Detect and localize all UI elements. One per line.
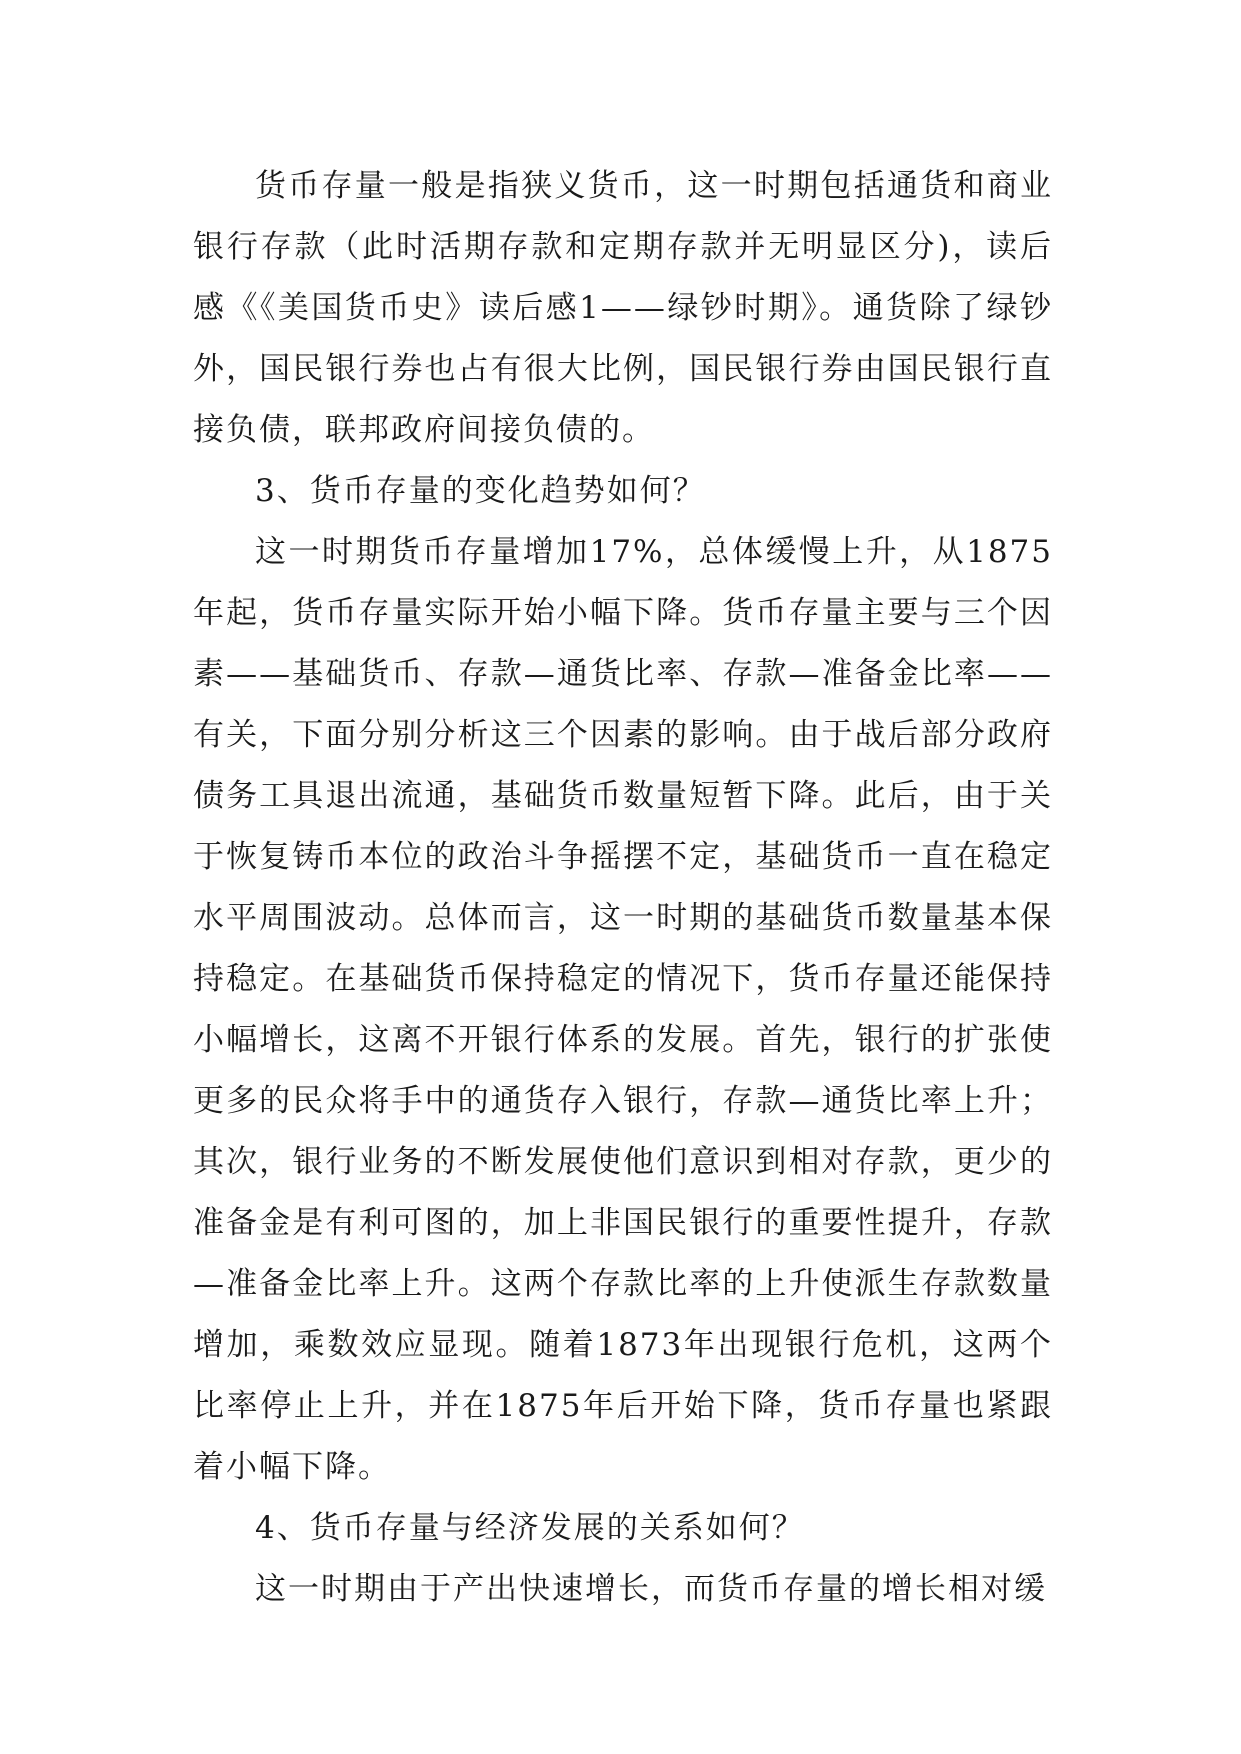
paragraph-money-stock-trend: 这一时期货币存量增加17%，总体缓慢上升，从1875年起，货币存量实际开始小幅下降。货币存量主要与三个因素——基础货币、存款—通货比率、存款—准备金比率——有关，下面分别分析这三个因素的影响。由于战后部分政府债务工具退出流通，基础货币数量短暂下降。此后，由于关于恢复铸币本位的政治斗争摇摆不定，基础货币一直在稳定水平周围波动。总体而言，这一时期的基础货币数量基本保持稳定。在基础货币保持稳定的情况下，货币存量还能保持小幅增长，这离不开银行体系的发展。首先，银行的扩张使更多的民众将手中的通货存入银行，存款—通货比率上升；其次，银行业务的不断发展使他们意识到相对存款，更少的准备金是有利可图的，加上非国民银行的重要性提升，存款—准备金比率上升。这两个存款比率的上升使派生存款数量增加，乘数效应显现。随着1873年出现银行危机，这两个比率停止上升，并在1875年后开始下降，货币存量也紧跟着小幅下降。 [193,534,1053,1485]
document-body [193,156,1053,1620]
section-heading-3: 3、货币存量的变化趋势如何？ [255,473,706,509]
paragraph-money-and-economy: 这一时期由于产出快速增长，而货币存量的增长相对缓 [255,1571,1047,1607]
paragraph-money-stock-definition: 货币存量一般是指狭义货币，这一时期包括通货和商业银行存款（此时活期存款和定期存款并无明显区分)，读后感《《美国货币史》读后感1——绿钞时期》。通货除了绿钞外，国民银行券也占有很大比例，国民银行券由国民银行直接负债，联邦政府间接负债的。 [193,168,1053,448]
section-heading-4: 4、货币存量与经济发展的关系如何？ [255,1510,805,1546]
